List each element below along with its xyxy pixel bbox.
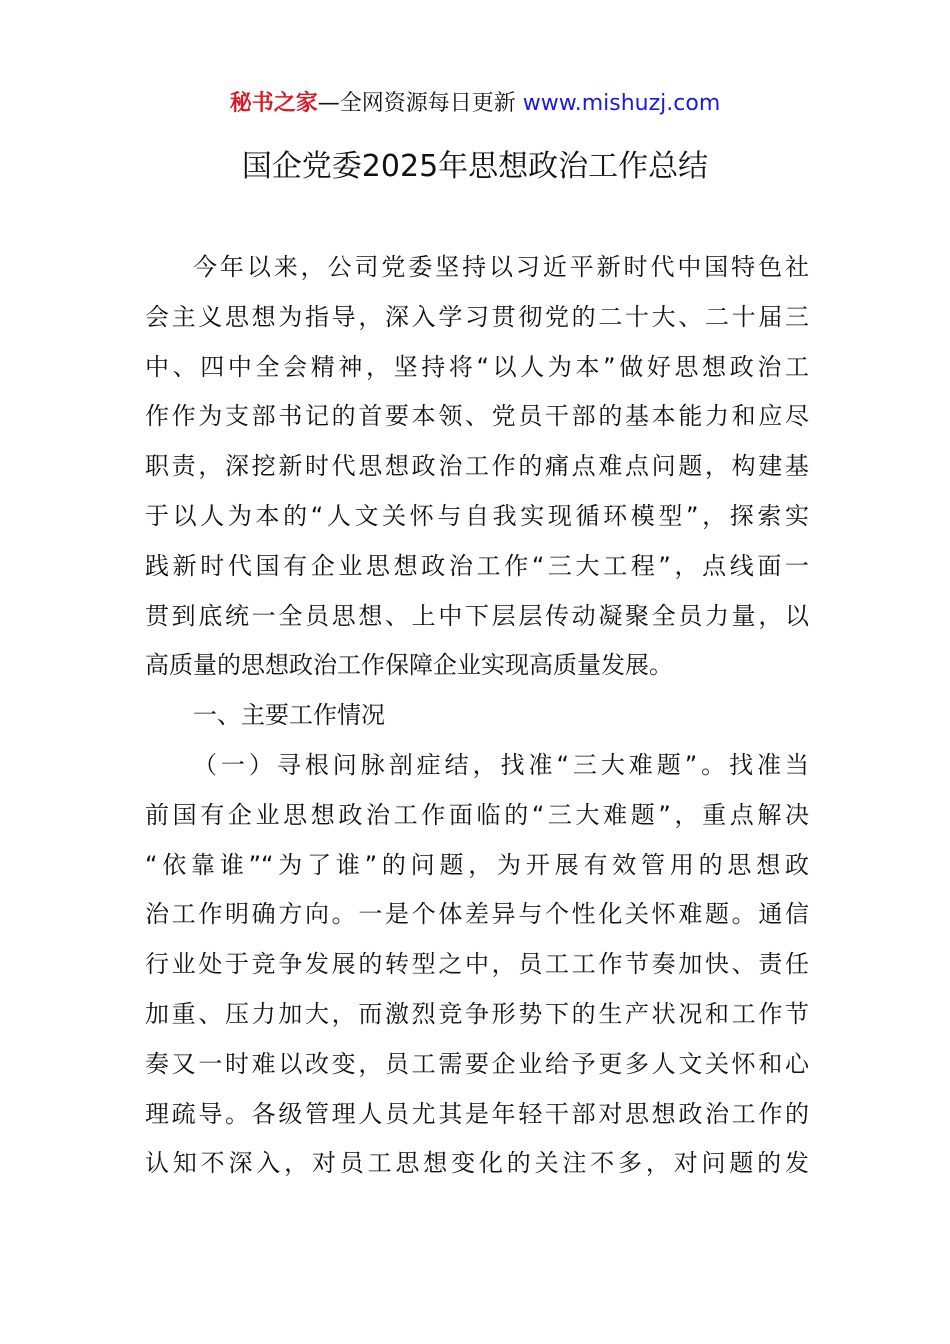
text-line: 高质量的思想政治工作保障企业实现高质量发展。 [145, 651, 673, 680]
text-line: 贯到底统一全员思想、上中下层层传动凝聚全员力量，以 [145, 601, 809, 630]
site-brand: 秘书之家 [229, 91, 318, 116]
text-line: 前国有企业思想政治工作面临的“三大难题”，重点解决 [145, 800, 809, 829]
text-line: 于以人为本的“人文关怀与自我实现循环模型”，探索实 [145, 501, 809, 530]
section-heading [145, 691, 809, 741]
text-line: 今年以来，公司党委坚持以习近平新时代中国特色社 [193, 253, 809, 281]
text-line: 作作为支部书记的首要本领、党员干部的基本能力和应尽 [145, 402, 809, 431]
text-line: 一、主要工作情况 [193, 701, 385, 730]
text-line: 治工作明确方向。一是个体差异与个性化关怀难题。通信 [145, 900, 809, 929]
text-line: 职责，深挖新时代思想政治工作的痛点难点问题，构建基 [145, 452, 809, 481]
text-line: 会主义思想为指导，深入学习贯彻党的二十大、二十届三 [145, 302, 809, 331]
site-url-link[interactable]: www.mishuzj.com [522, 91, 721, 116]
site-header [0, 88, 950, 120]
paragraph-intro [145, 243, 809, 691]
text-line: 践新时代国有企业思想政治工作“三大工程”，点线面一 [145, 551, 809, 580]
site-tagline: —全网资源每日更新 [317, 91, 523, 116]
text-line: 理疏导。各级管理人员尤其是年轻干部对思想政治工作的 [145, 1099, 809, 1128]
text-line: （一）寻根问脉剖症结，找准“三大难题”。找准当 [193, 750, 809, 779]
text-line: 认知不深入，对员工思想变化的关注不多，对问题的发 [145, 1149, 809, 1178]
text-line: 奏又一时难以改变，员工需要企业给予更多人文关怀和心 [145, 1049, 809, 1078]
paragraph-section-1 [145, 741, 809, 1189]
text-line: 中、四中全会精神，坚持将“以人为本”做好思想政治工 [145, 352, 809, 381]
text-line: “依靠谁”“为了谁”的问题，为开展有效管用的思想政 [145, 850, 809, 879]
document-title: 国企党委2025年思想政治工作总结 [241, 149, 709, 184]
document-body [145, 243, 809, 1189]
text-line: 加重、压力加大，而激烈竞争形势下的生产状况和工作节 [145, 999, 809, 1028]
text-line: 行业处于竞争发展的转型之中，员工工作节奏加快、责任 [145, 950, 809, 979]
